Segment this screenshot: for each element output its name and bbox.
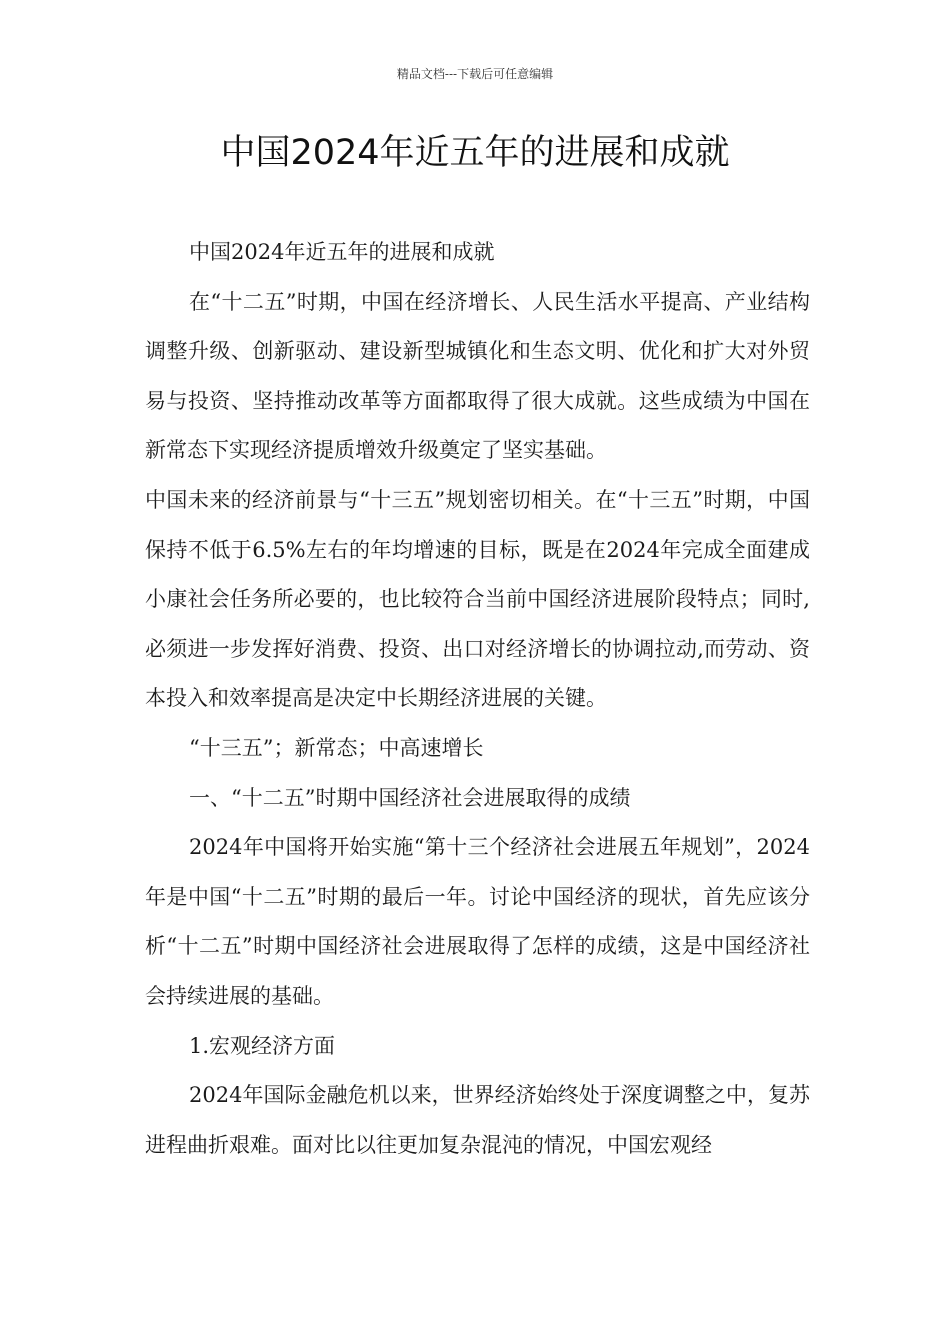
- paragraph-subtitle: 中国2024年近五年的进展和成就: [189, 240, 495, 264]
- paragraph-keywords: “十三五”；新常态；中高速增长: [189, 735, 484, 760]
- document-body: [145, 228, 810, 1170]
- subsection-heading-macro: 1.宏观经济方面: [189, 1033, 336, 1058]
- section-heading-one: 一、“十二五”时期中国经济社会进展取得的成绩: [189, 785, 631, 810]
- paragraph-outlook: 中国未来的经济前景与“十三五”规划密切相关。在“十三五”时期，中国保持不低于6.5%左右的年均增速的目标，既是在2024年完成全面建成小康社会任务所必要的，也比较符合当前中国经济进展阶段特点；同时,必须进一步发挥好消费、投资、出口对经济增长的协调拉动,而劳动、资本投入和效率提高是决定中长期经济进展的关键。: [145, 487, 810, 711]
- paragraph-macro: 2024年国际金融危机以来，世界经济始终处于深度调整之中，复苏进程曲折艰难。面对比以往更加复杂混沌的情况，中国宏观经: [145, 1083, 810, 1157]
- document-title: 中国2024年近五年的进展和成就: [220, 133, 730, 173]
- header-note: 精品文档---下载后可任意编辑: [396, 67, 554, 81]
- paragraph-achievements: 在“十二五”时期，中国在经济增长、人民生活水平提高、产业结构调整升级、创新驱动、建设新型城镇化和生态文明、优化和扩大对外贸易与投资、坚持推动改革等方面都取得了很大成就。这些成绩为中国在新常态下实现经济提质增效升级奠定了坚实基础。: [145, 289, 810, 463]
- paragraph-plan: 2024年中国将开始实施“第十三个经济社会进展五年规划”，2024年是中国“十二五”时期的最后一年。讨论中国经济的现状，首先应该分析“十二五”时期中国经济社会进展取得了怎样的成绩，这是中国经济社会持续进展的基础。: [145, 835, 810, 1008]
